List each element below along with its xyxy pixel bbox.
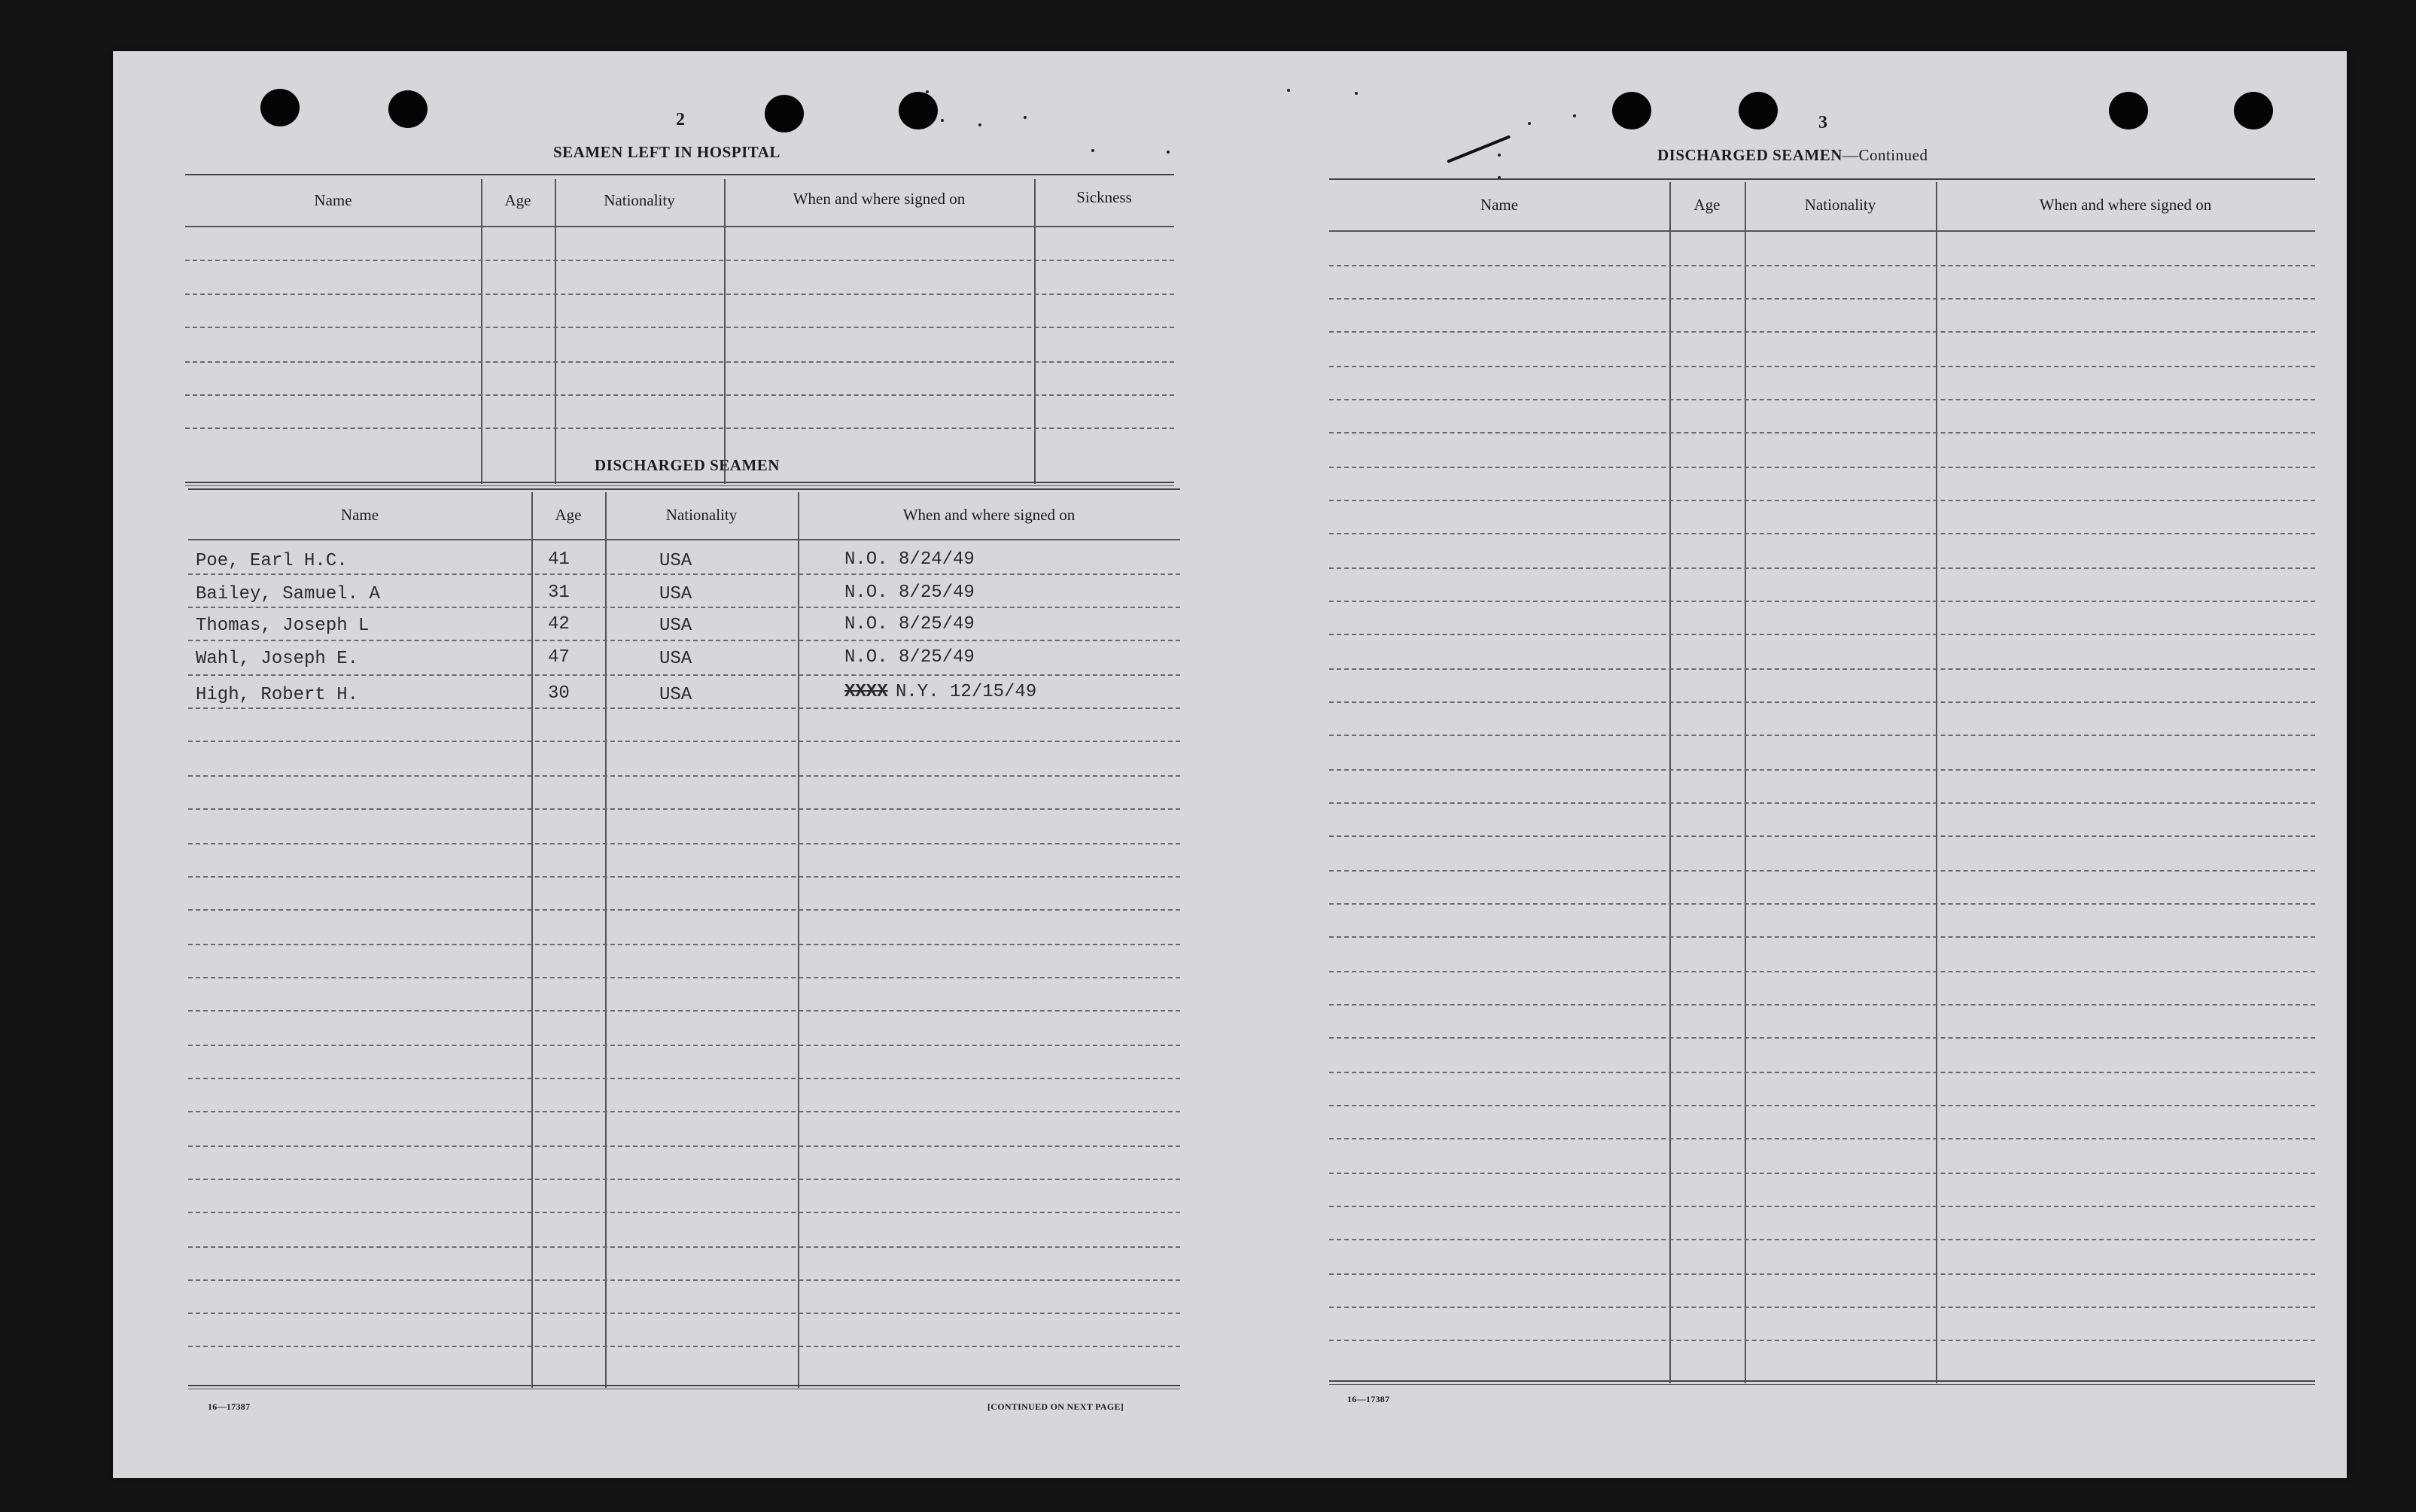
col-header-nationality: Nationality [1804, 196, 1876, 214]
page-number: 2 [676, 110, 685, 129]
discharged-continued-title: DISCHARGED SEAMEN—Continued [1657, 146, 1928, 164]
col-header-name: Name [314, 191, 352, 209]
col-header-signed-on: When and where signed on [902, 506, 1076, 524]
punch-hole [1739, 92, 1778, 129]
continued-note: [CONTINUED ON NEXT PAGE] [987, 1401, 1124, 1412]
seaman-name: Thomas, Joseph L [196, 616, 370, 636]
struck-text: XXXX [844, 682, 888, 702]
seaman-nationality: USA [659, 551, 692, 571]
seaman-age: 30 [548, 683, 570, 704]
signed-on: N.O. 8/25/49 [844, 647, 975, 668]
punch-hole [765, 95, 804, 132]
discharged-continued-table [1329, 176, 2315, 1385]
page-number: 3 [1818, 113, 1827, 132]
seaman-name: Wahl, Joseph E. [196, 649, 359, 669]
hospital-section-title: SEAMEN LEFT IN HOSPITAL [553, 143, 780, 161]
col-header-age: Age [504, 191, 531, 209]
seaman-age: 31 [548, 583, 570, 603]
punch-hole [388, 90, 428, 128]
seaman-name: Bailey, Samuel. A [196, 584, 380, 604]
seaman-nationality: USA [659, 616, 692, 636]
punch-hole [1612, 92, 1651, 129]
hospital-table [185, 172, 1174, 488]
col-header-name: Name [1480, 196, 1519, 214]
col-header-sickness: Sickness [1076, 188, 1132, 206]
col-header-signed-on: When and where signed on [793, 190, 966, 208]
signed-on: N.O. 8/25/49 [844, 614, 975, 634]
seaman-nationality: USA [659, 584, 692, 604]
discharged-section-title: DISCHARGED SEAMEN [595, 456, 780, 474]
seaman-age: 47 [548, 647, 570, 668]
seaman-age: 42 [548, 614, 570, 634]
col-header-age: Age [555, 506, 582, 524]
signed-on: N.O. 8/25/49 [844, 583, 975, 603]
form-number: 16—17387 [1347, 1394, 1390, 1404]
signed-on: N.O. 8/24/49 [844, 549, 975, 570]
signed-on: N.Y. 12/15/49 [896, 682, 1037, 702]
col-header-nationality: Nationality [604, 191, 675, 209]
form-number: 16—17387 [208, 1401, 251, 1412]
document-sheet [113, 51, 2347, 1478]
seaman-name: Poe, Earl H.C. [196, 551, 348, 571]
seaman-nationality: USA [659, 649, 692, 669]
punch-hole [260, 89, 300, 126]
discharged-table [188, 486, 1180, 1389]
punch-hole [2234, 92, 2273, 129]
seaman-name: High, Robert H. [196, 685, 359, 705]
col-header-name: Name [340, 506, 379, 524]
col-header-nationality: Nationality [665, 506, 738, 524]
pen-stroke [1447, 135, 1511, 163]
seaman-nationality: USA [659, 685, 692, 705]
punch-hole [2109, 92, 2148, 129]
col-header-age: Age [1693, 196, 1721, 214]
seaman-age: 41 [548, 549, 570, 570]
col-header-signed-on: When and where signed on [2039, 196, 2212, 214]
punch-hole [899, 92, 938, 129]
